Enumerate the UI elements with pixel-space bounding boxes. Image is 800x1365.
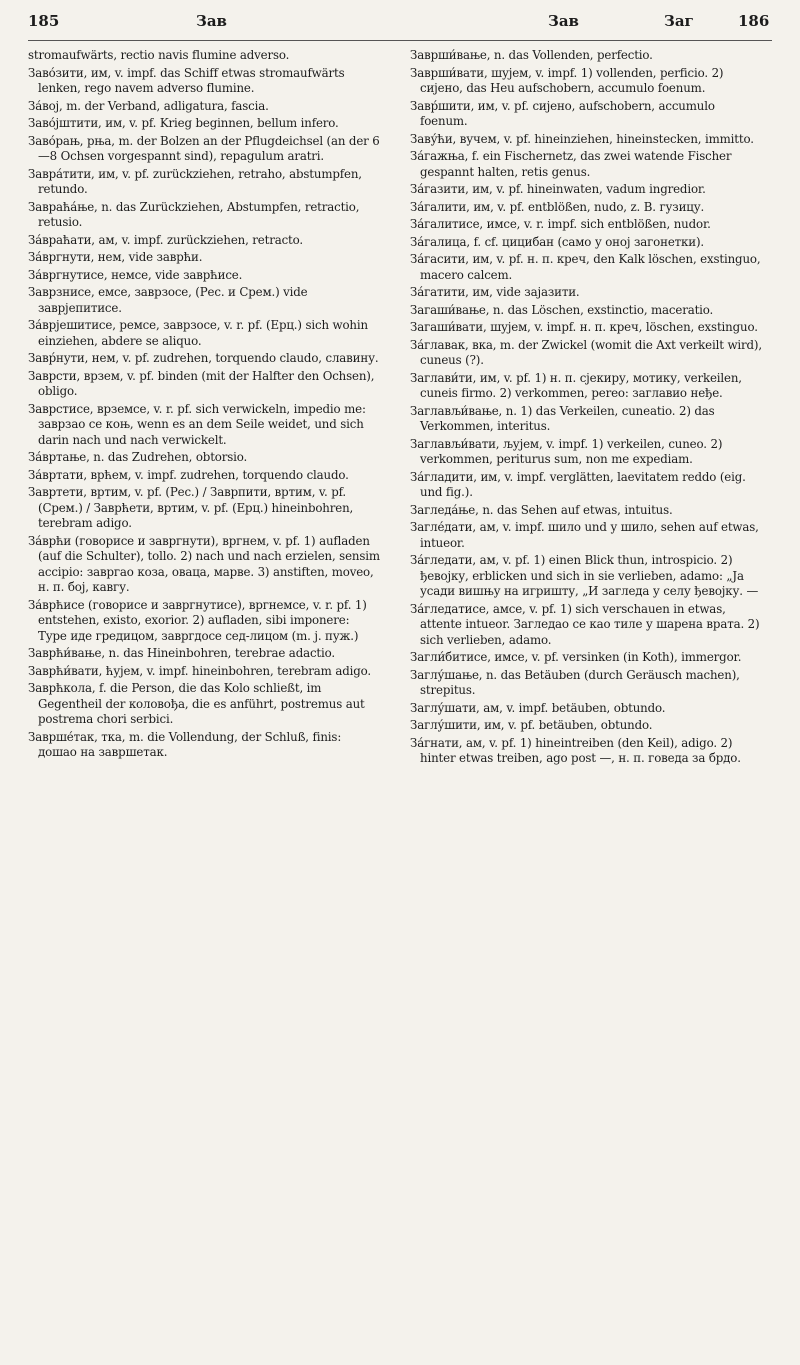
dictionary-entry: За́гатити, им, vide зајазити.: [410, 285, 580, 299]
dictionary-entry: За́вргнутисе, немсе, vide заврћисе.: [28, 267, 243, 282]
dictionary-entry: За́вртати, врћем, v. impf. zudrehen, torquendo claudo.: [28, 467, 349, 482]
dictionary-entry: Заво́зити, им, v. impf. das Schiff etwas stromaufwärts lenken, rego navem adverso flumine.: [28, 65, 345, 95]
dictionary-entry: Завра́тити, им, v. pf. zurückziehen, retraho, abstumpfen, retundo.: [28, 166, 362, 196]
dictionary-entry: За́галица, f. cf. цицибан (само у оној загонетки).: [410, 234, 705, 249]
page-number-right: 186: [738, 12, 770, 30]
guide-word-mid: Зав: [548, 12, 579, 30]
dictionary-entry: Завр́нути, нем, v. pf. zudrehen, torquendo claudo, славину.: [28, 351, 379, 365]
dictionary-entry: За́врћисе (говорисе и завргнутисе), вргнемсе, v. r. pf. 1) entstehen, existo, exorior. 2) aufladen, sibi imponere: Туре иде гредицом, завргдосе сед-лицом (m. j. пуж.): [28, 597, 367, 643]
dictionary-entry: Заглави́ти, им, v. pf. 1) н. п. сјекиру, мотику, verkeilen, cuneis firmo. 2) verkommen, pereo: заглавио неђе.: [410, 370, 742, 400]
dictionary-entry: За́врјешитисе, ремсе, заврзосе, v. r. pf. (Ерц.) sich wohin einziehen, abdere se aliquo.: [28, 318, 368, 348]
dictionary-entry: stromaufwärts, rectio navis flumine adverso.: [28, 48, 290, 62]
dictionary-entry: Заглављи́вати, љујем, v. impf. 1) verkeilen, cuneo. 2) verkommen, periturus sum, non me expediam.: [410, 436, 723, 466]
dictionary-entry: За́гледати, ам, v. pf. 1) einen Blick thun, introspicio. 2) ђевојку, erblicken und sich in sie verlieben, adamo: „Ја усади вишњу на игришту, „И загледа у селу ђевојку. —: [410, 553, 759, 598]
dictionary-entry: Заглу́шање, n. das Betäuben (durch Geräusch machen), strepitus.: [410, 667, 740, 697]
dictionary-entry: Загледа́ње, n. das Sehen auf etwas, intuitus.: [410, 502, 673, 517]
dictionary-entry: Заврзнисе, емсе, заврзосе, (Рес. и Срем.) vide заврјепитисе.: [28, 285, 308, 315]
dictionary-entry: Заврше́так, тка, m. die Vollendung, der Schluß, finis: дошао на завршетак.: [28, 729, 342, 759]
page-header: [0, 12, 800, 38]
right-column: [410, 48, 762, 769]
dictionary-entry: За́главак, вка, m. der Zwickel (womit die Axt verkeilt wird), cuneus (?).: [410, 337, 762, 367]
dictionary-entry: Заво́јштити, им, v. pf. Krieg beginnen, bellum infero.: [28, 116, 339, 130]
dictionary-entry: Загле́дати, ам, v. impf. шило und у шило, sehen auf etwas, intueor.: [410, 520, 759, 550]
dictionary-entry: Завртети, вртим, v. pf. (Рес.) / Заврпити, вртим, v. pf. (Срем.) / Заврћети, вртим, v. pf. (Ерц.) hineinbohren, terebram adigo.: [28, 485, 354, 530]
dictionary-entry: Заглу́шати, ам, v. impf. betäuben, obtundo.: [410, 700, 666, 715]
dictionary-entry: Завр́шити, им, v. pf. сијено, aufschobern, accumulo foenum.: [410, 98, 715, 128]
dictionary-entry: Заврћи́вање, n. das Hineinbohren, terebrae adactio.: [28, 646, 335, 660]
dictionary-entry: За́галити, им, v. pf. entblößen, nudo, z. B. гузицу.: [410, 199, 705, 214]
dictionary-entry: За́враћати, ам, v. impf. zurückziehen, retracto.: [28, 232, 303, 247]
dictionary-entry: За́гледатисе, амсе, v. pf. 1) sich verschauen in etwas, attente intueor. Загледао се као тиле у шарена врата. 2) sich verlieben, adamo.: [410, 601, 760, 647]
dictionary-entry: Заврћи́вати, ћујем, v. impf. hineinbohren, terebram adigo.: [28, 663, 371, 678]
dictionary-entry: Заврши́вати, шујем, v. impf. 1) vollenden, perficio. 2) сијено, das Heu aufschobern, accumulo foenum.: [410, 65, 724, 95]
dictionary-entry: Заврстисе, врземсе, v. r. pf. sich verwickeln, impedio me: заврзао се коњ, wenn es an dem Seile weidet, und sich darin nach und nach verwickelt.: [28, 401, 366, 447]
dictionary-entry: За́гасити, им, v. pf. н. п. креч, den Kalk löschen, exstinguo, macero calcem.: [410, 252, 761, 282]
dictionary-entry: Заву́ћи, вучем, v. pf. hineinziehen, hineinstecken, immitto.: [410, 131, 754, 146]
dictionary-entry: Загаши́вање, n. das Löschen, exstinctio, maceratio.: [410, 302, 714, 317]
dictionary-entry: За́газити, им, v. pf. hineinwaten, vadum ingredior.: [410, 182, 706, 196]
dictionary-entry: Заво́рањ, рња, m. der Bolzen an der Pflugdeichsel (an der 6—8 Ochsen vorgespannt sind), repagulum aratri.: [28, 133, 380, 163]
guide-word-right: Заг: [664, 12, 694, 30]
left-column: [28, 48, 380, 763]
dictionary-entry: Загли́битисе, имсе, v. pf. versinken (in Koth), immergor.: [410, 650, 742, 664]
guide-word-left: Зав: [196, 12, 227, 30]
dictionary-entry: Завраћа́ње, n. das Zurückziehen, Abstumpfen, retractio, retusio.: [28, 199, 360, 229]
page-number-left: 185: [28, 12, 60, 30]
dictionary-entry: За́вој, m. der Verband, adligatura, fascia.: [28, 98, 269, 113]
dictionary-entry: Заглављи́вање, n. 1) das Verkeilen, cuneatio. 2) das Verkommen, interitus.: [410, 403, 715, 433]
dictionary-entry: Заврћкола, f. die Person, die das Kolo schließt, im Gegentheil der коловођа, die es anführt, postremus aut postrema chori serbici.: [28, 681, 365, 726]
dictionary-entry: За́гажња, f. ein Fischernetz, das zwei watende Fischer gespannt halten, retis genus.: [410, 149, 732, 179]
dictionary-entry: Загаши́вати, шујем, v. impf. н. п. креч, löschen, exstinguo.: [410, 320, 758, 334]
dictionary-entry: За́вртање, n. das Zudrehen, obtorsio.: [28, 450, 248, 464]
dictionary-entry: За́гнати, ам, v. pf. 1) hineintreiben (den Keil), adigo. 2) hinter etwas treiben, ago post —, н. п. говеда за брдо.: [410, 735, 741, 765]
dictionary-entry: За́врћи (говорисе и завргнути), вргнем, v. pf. 1) aufladen (auf die Schulter), tollo. 2) nach und nach erzielen, sensim accipio: завргао коза, оваца, марве. 3) anstiften, moveo, н. п. бој, кавгу.: [28, 533, 380, 594]
header-rule: [28, 40, 772, 41]
dictionary-entry: За́галитисе, имсе, v. r. impf. sich entblößen, nudor.: [410, 217, 711, 231]
dictionary-entry: Заврсти, врзем, v. pf. binden (mit der Halfter den Ochsen), obligo.: [28, 368, 375, 398]
dictionary-entry: За́гладити, им, v. impf. verglätten, laevitatem reddo (eig. und fig.).: [410, 469, 746, 499]
dictionary-entry: Заврши́вање, n. das Vollenden, perfectio.: [410, 48, 653, 62]
dictionary-entry: За́вргнути, нем, vide заврћи.: [28, 250, 203, 264]
dictionary-entry: Заглу́шити, им, v. pf. betäuben, obtundo.: [410, 718, 653, 732]
